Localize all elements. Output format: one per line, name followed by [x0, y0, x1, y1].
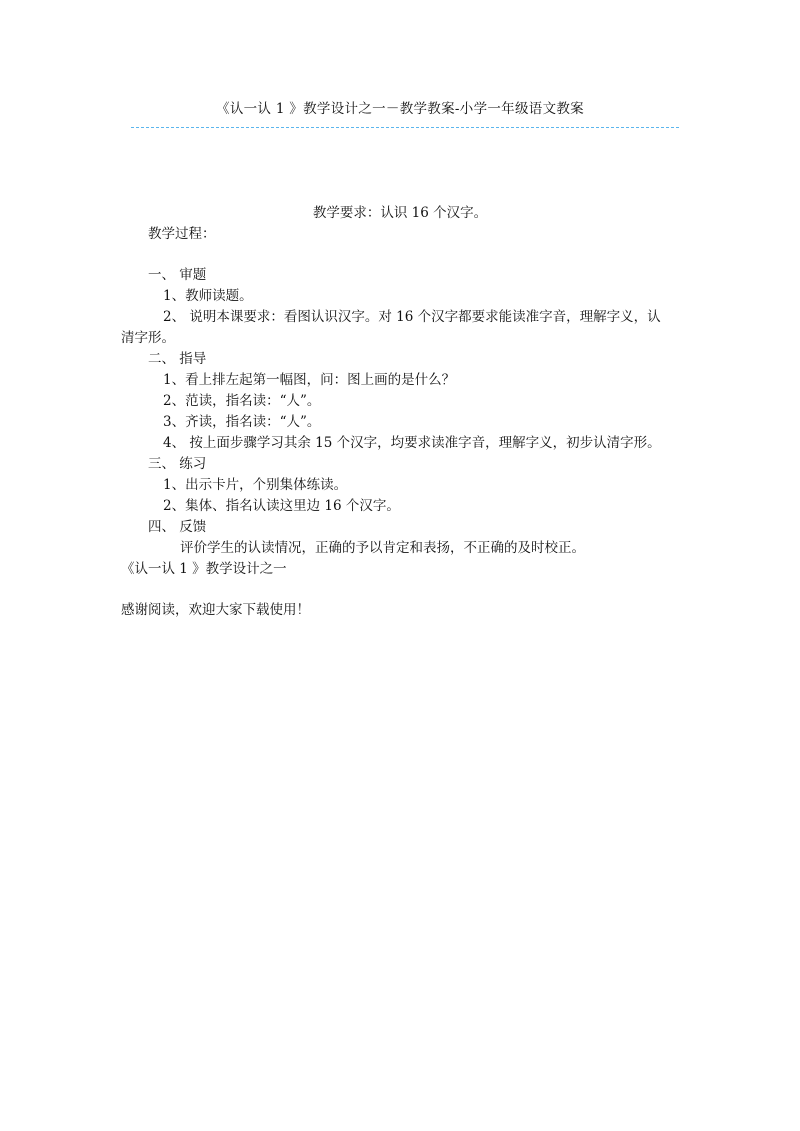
section-2-item-3: 3、齐读，指名读：“人”。 [163, 414, 321, 430]
section-2-item-4: 4、 按上面步骤学习其余 15 个汉字，均要求读准字音，理解字义，初步认清字形。 [163, 435, 661, 451]
thanks-message: 感谢阅读，欢迎大家下载使用！ [121, 602, 310, 618]
section-3-item-2: 2、集体、指名认读这里边 16 个汉字。 [163, 498, 400, 514]
section-heading-2: 二、 指导 [148, 351, 207, 367]
section-1-item-2: 2、 说明本课要求：看图认识汉字。对 16 个汉字都要求能读准字音，理解字义，认 [163, 309, 661, 325]
section-2-item-2: 2、范读，指名读：“人”。 [163, 393, 321, 409]
section-2-item-1: 1、看上排左起第一幅图，问：图上画的是什么？ [163, 372, 456, 388]
section-1-item-1: 1、教师读题。 [163, 288, 253, 304]
document-title: 《认一认 1 》教学设计之一－教学教案-小学一年级语文教案 [216, 101, 584, 117]
section-heading-4: 四、 反馈 [148, 519, 207, 535]
teaching-requirement: 教学要求：认识 16 个汉字。 [312, 205, 488, 221]
section-1-item-2-continued: 清字形。 [121, 330, 175, 346]
section-4-item-1: 评价学生的认读情况，正确的予以肯定和表扬，不正确的及时校正。 [180, 540, 585, 556]
section-heading-3: 三、 练习 [148, 456, 207, 472]
footer-title: 《认一认 1 》教学设计之一 [121, 561, 287, 577]
title-dashed-divider [131, 127, 679, 128]
section-3-item-1: 1、出示卡片，个别集体练读。 [163, 477, 348, 493]
section-heading-1: 一、 审题 [148, 267, 207, 283]
teaching-process-label: 教学过程： [148, 226, 216, 242]
